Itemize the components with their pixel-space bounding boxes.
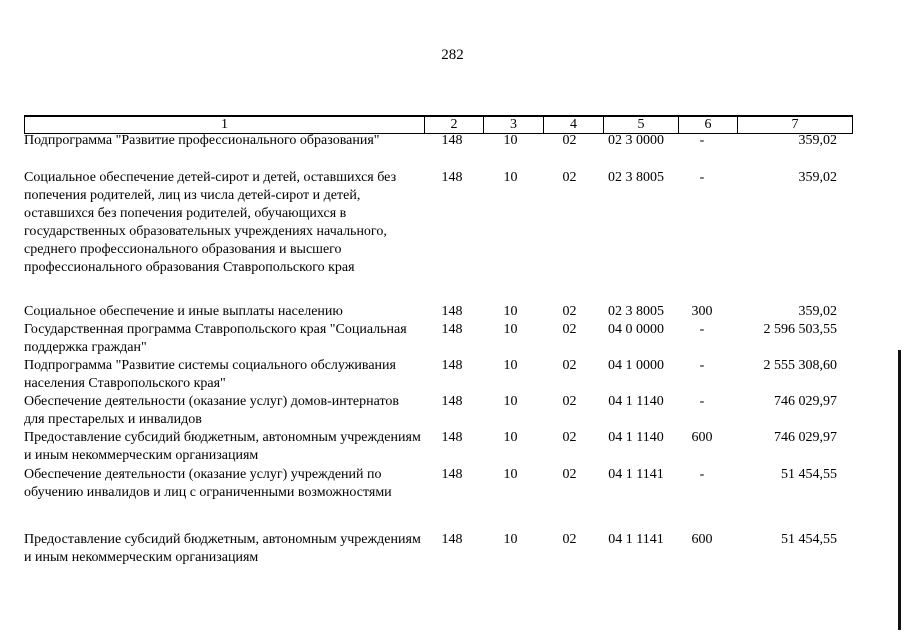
row-col-2: 148 <box>441 358 463 373</box>
page-number: 282 <box>441 47 464 63</box>
header-col-1: 1 <box>25 117 425 133</box>
row-col-3: 10 <box>503 430 518 445</box>
row-col-7: 2 596 503,55 <box>763 322 837 337</box>
row-col-4: 02 <box>562 358 577 373</box>
row-col-2: 148 <box>441 430 463 445</box>
row-col-4: 02 <box>562 532 577 547</box>
row-col-5: 04 1 0000 <box>608 358 664 373</box>
row-col-2: 148 <box>441 170 463 185</box>
table-row <box>24 466 845 502</box>
row-col-4: 02 <box>562 304 577 319</box>
row-col-5: 02 3 8005 <box>608 304 664 319</box>
row-name: Подпрограмма "Развитие профессионального образования" <box>24 133 380 148</box>
header-col-5: 5 <box>604 117 679 133</box>
row-col-3: 10 <box>503 304 518 319</box>
row-name: Подпрограмма "Развитие системы социального обслуживания населения Ставропольского края" <box>24 358 396 391</box>
header-col-6: 6 <box>679 117 738 133</box>
header-col-3: 3 <box>484 117 544 133</box>
row-col-7: 359,02 <box>798 170 837 185</box>
row-name: Социальное обеспечение и иные выплаты населению <box>24 304 343 319</box>
table-row <box>24 132 845 150</box>
row-col-2: 148 <box>441 304 463 319</box>
row-col-5: 04 0 0000 <box>608 322 664 337</box>
row-col-4: 02 <box>562 467 577 482</box>
page-edge-shadow <box>898 350 901 630</box>
row-col-4: 02 <box>562 133 577 148</box>
table-row <box>24 169 845 277</box>
row-col-6: - <box>699 467 705 482</box>
row-name: Предоставление субсидий бюджетным, автономным учреждениям и иным некоммерческим организациям <box>24 532 421 565</box>
row-col-3: 10 <box>503 358 518 373</box>
row-name: Обеспечение деятельности (оказание услуг) домов-интернатов для престарелых и инвалидов <box>24 394 399 427</box>
row-name: Обеспечение деятельности (оказание услуг) учреждений по обучению инвалидов и лиц с ограниченными возможностями <box>24 467 392 500</box>
row-col-4: 02 <box>562 394 577 409</box>
row-col-5: 02 3 8005 <box>608 170 664 185</box>
row-col-5: 04 1 1140 <box>608 430 664 445</box>
row-col-3: 10 <box>503 394 518 409</box>
row-col-6: - <box>699 133 705 148</box>
row-col-4: 02 <box>562 322 577 337</box>
row-col-3: 10 <box>503 532 518 547</box>
row-col-2: 148 <box>441 467 463 482</box>
row-col-6: 600 <box>691 430 713 445</box>
row-col-2: 148 <box>441 133 463 148</box>
row-col-3: 10 <box>503 322 518 337</box>
row-col-5: 04 1 1141 <box>608 532 664 547</box>
table-row <box>24 321 845 357</box>
row-col-5: 04 1 1141 <box>608 467 664 482</box>
row-name: Предоставление субсидий бюджетным, автономным учреждениям и иным некоммерческим организациям <box>24 430 421 463</box>
row-col-3: 10 <box>503 133 518 148</box>
row-col-5: 04 1 1140 <box>608 394 664 409</box>
row-name: Государственная программа Ставропольского края "Социальная поддержка граждан" <box>24 322 407 355</box>
row-col-2: 148 <box>441 394 463 409</box>
row-col-4: 02 <box>562 430 577 445</box>
row-name: Социальное обеспечение детей-сирот и детей, оставшихся без попечения родителей, лиц из числа детей-сирот и детей, оставшихся без попечения родителей, обучающихся в государственных образовательных учреждениях начального, среднего профессионального образования и высшего профессионального образования Ставропольского края <box>24 170 397 275</box>
row-col-3: 10 <box>503 170 518 185</box>
header-col-7: 7 <box>791 117 799 132</box>
row-col-7: 51 454,55 <box>781 532 837 547</box>
row-col-5: 02 3 0000 <box>608 133 664 148</box>
table-row <box>24 393 845 429</box>
row-col-6: 600 <box>691 532 713 547</box>
row-col-6: - <box>699 358 705 373</box>
row-col-3: 10 <box>503 467 518 482</box>
table-row <box>24 429 845 465</box>
row-col-7: 746 029,97 <box>774 394 837 409</box>
row-col-2: 148 <box>441 322 463 337</box>
row-col-6: 300 <box>691 304 713 319</box>
row-col-7: 2 555 308,60 <box>763 358 837 373</box>
table-row <box>24 303 845 321</box>
row-col-7: 359,02 <box>798 304 837 319</box>
table-row <box>24 531 845 567</box>
row-col-2: 148 <box>441 532 463 547</box>
row-col-7: 359,02 <box>798 133 837 148</box>
header-col-2: 2 <box>425 117 484 133</box>
row-col-6: - <box>699 394 705 409</box>
header-col-4: 4 <box>544 117 604 133</box>
row-col-4: 02 <box>562 170 577 185</box>
row-col-7: 51 454,55 <box>781 467 837 482</box>
row-col-6: - <box>699 170 705 185</box>
row-col-6: - <box>699 322 705 337</box>
row-col-7: 746 029,97 <box>774 430 837 445</box>
table-row <box>24 357 845 393</box>
